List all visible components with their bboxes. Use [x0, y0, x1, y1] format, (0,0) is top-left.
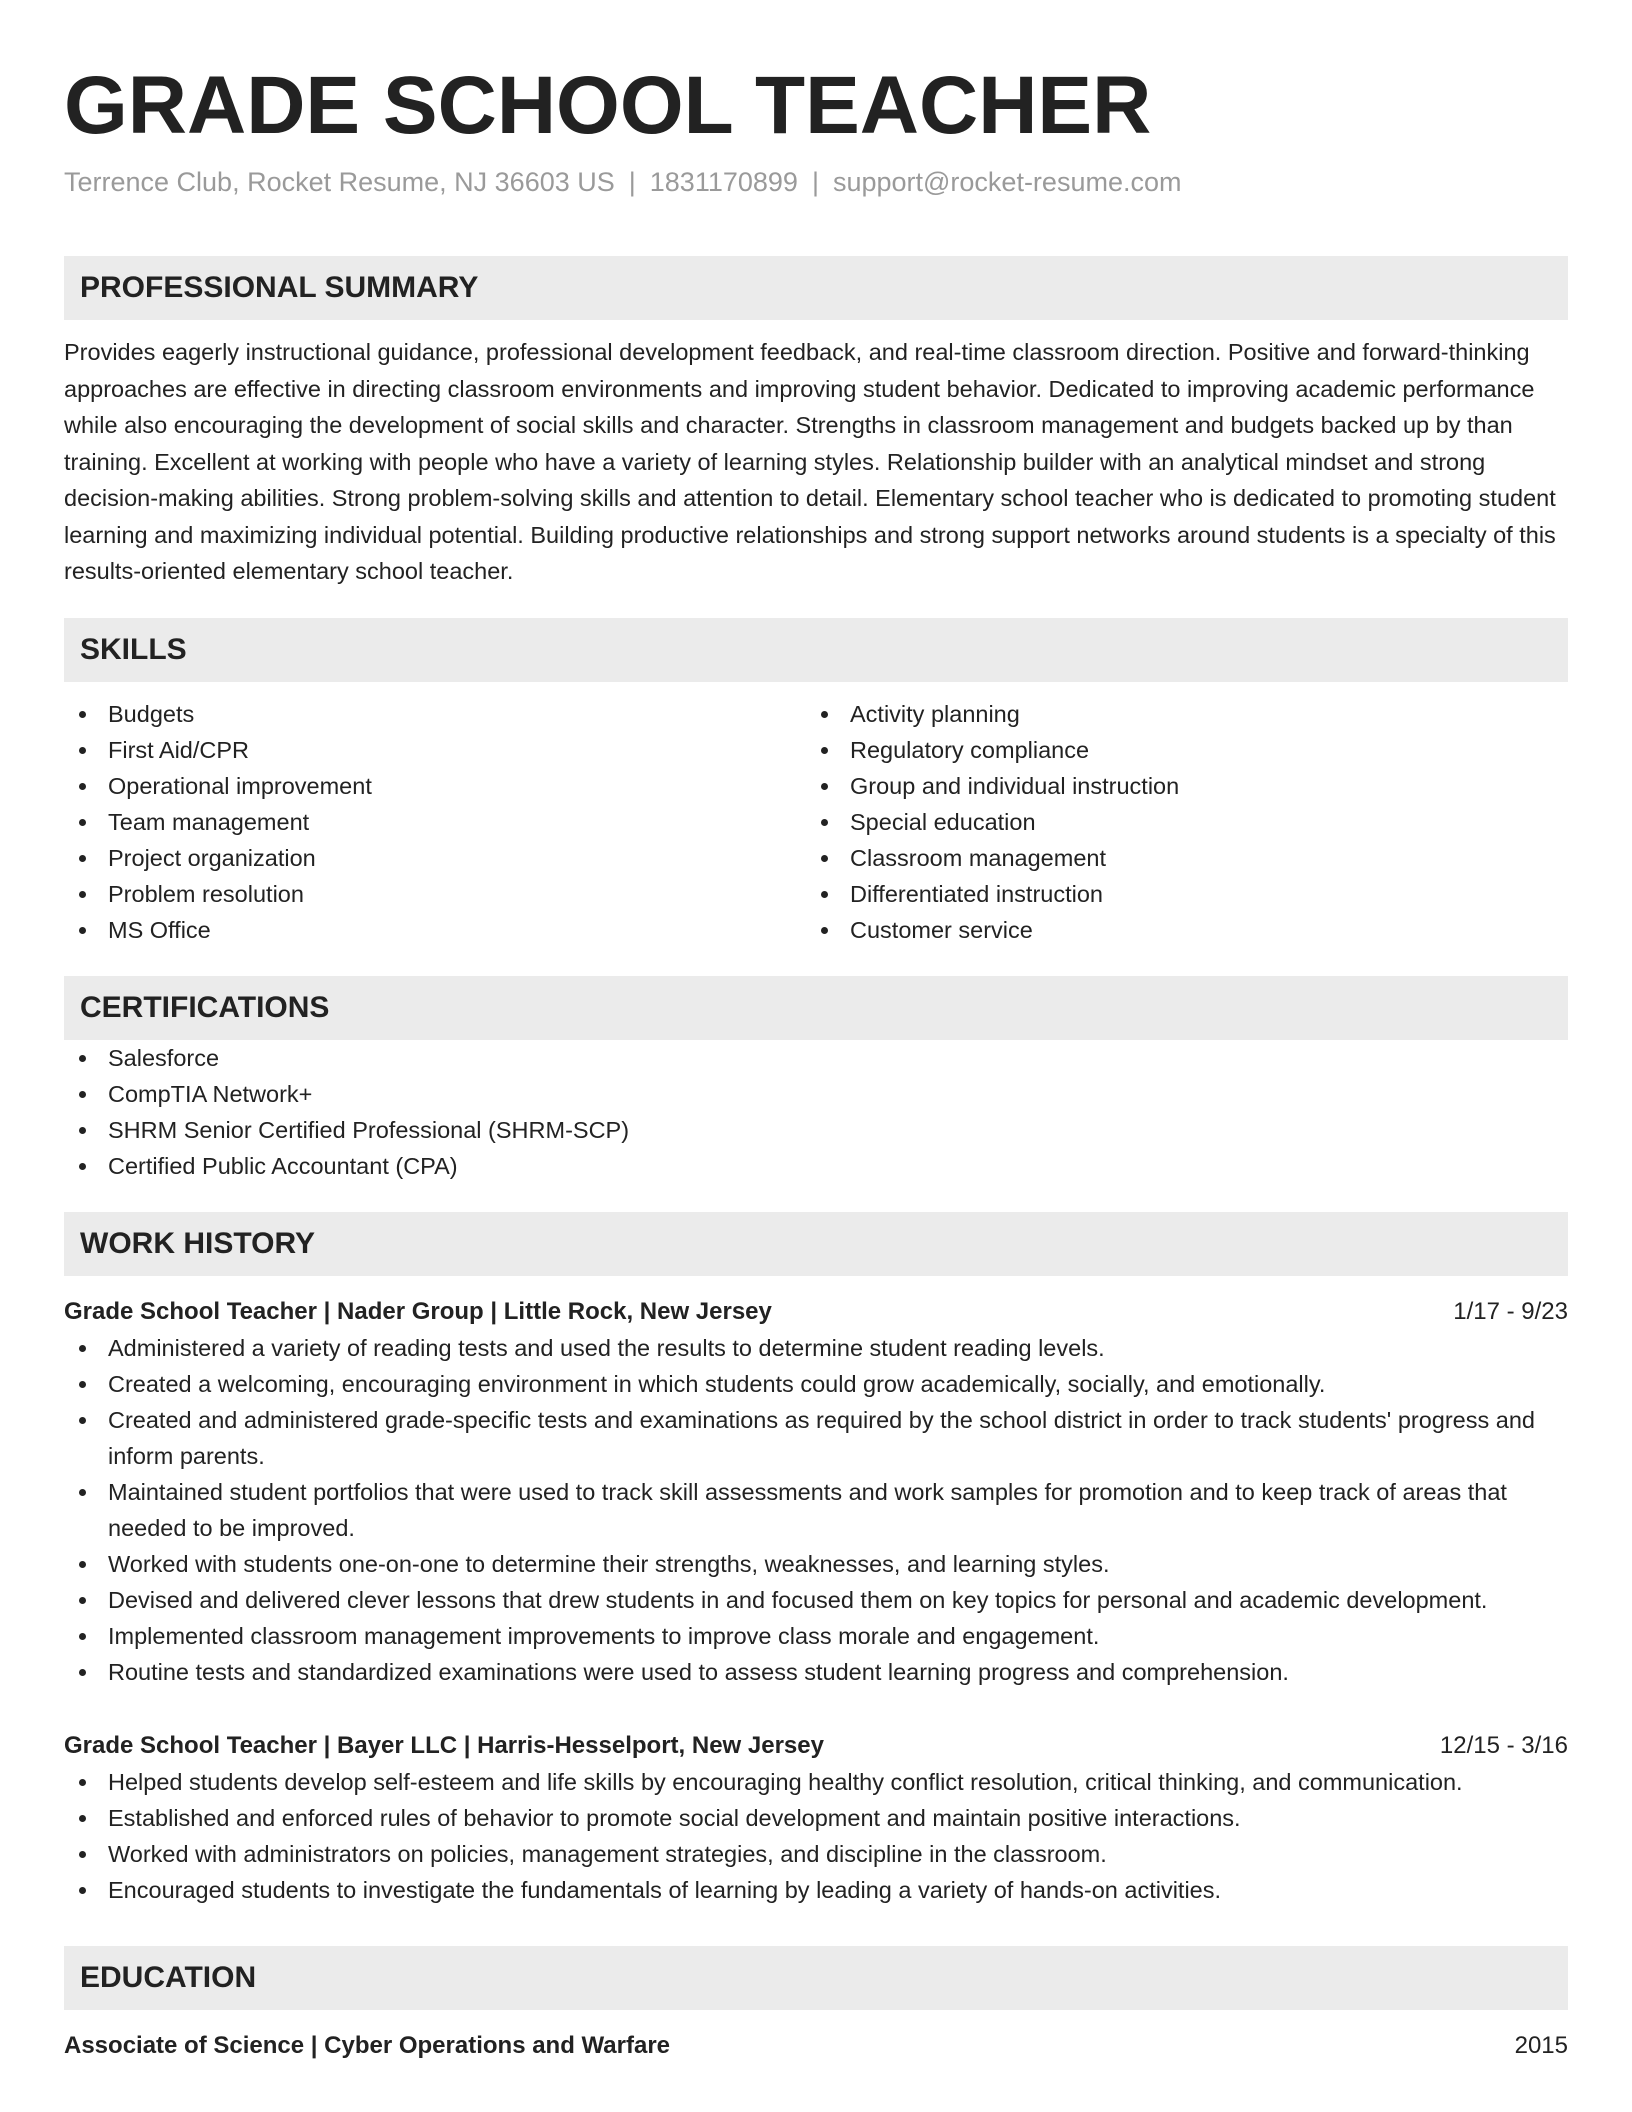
certification-item: CompTIA Network+	[64, 1076, 1568, 1112]
job-bullet: Maintained student portfolios that were used to track skill assessments and work samples for promotion and to keep track of areas that needed to be improved.	[64, 1474, 1568, 1546]
job-entry	[64, 1728, 1568, 1908]
education-entry	[64, 2028, 1568, 2064]
skill-item: Customer service	[806, 912, 1548, 948]
skill-item: Activity planning	[806, 696, 1548, 732]
job-dates: 1/17 - 9/23	[1453, 1297, 1568, 1325]
job-title: Grade School Teacher | Nader Group | Little Rock, New Jersey	[64, 1297, 772, 1325]
job-bullet-list	[64, 1764, 1568, 1908]
skill-item: Budgets	[64, 696, 806, 732]
contact-separator: |	[628, 167, 636, 197]
skills-column-right	[806, 696, 1548, 948]
skill-item: First Aid/CPR	[64, 732, 806, 768]
certifications-list	[64, 1040, 1568, 1184]
education-section-header: EDUCATION	[64, 1946, 1568, 2010]
skills-section-header: SKILLS	[64, 618, 1568, 682]
skill-item: Regulatory compliance	[806, 732, 1548, 768]
job-bullet: Administered a variety of reading tests and used the results to determine student reading levels.	[64, 1330, 1568, 1366]
job-bullet: Implemented classroom management improvements to improve class morale and engagement.	[64, 1618, 1568, 1654]
job-entry	[64, 1294, 1568, 1690]
summary-section-header: PROFESSIONAL SUMMARY	[64, 256, 1568, 320]
job-bullet: Encouraged students to investigate the fundamentals of learning by leading a variety of hands-on activities.	[64, 1872, 1568, 1908]
job-bullet: Created a welcoming, encouraging environment in which students could grow academically, socially, and emotionally.	[64, 1366, 1568, 1402]
job-bullet: Worked with administrators on policies, management strategies, and discipline in the classroom.	[64, 1836, 1568, 1872]
job-header	[64, 1728, 1568, 1764]
certifications-section-header: CERTIFICATIONS	[64, 976, 1568, 1040]
certification-item: SHRM Senior Certified Professional (SHRM-SCP)	[64, 1112, 1568, 1148]
job-bullet: Routine tests and standardized examinations were used to assess student learning progress and comprehension.	[64, 1654, 1568, 1690]
job-bullet: Established and enforced rules of behavior to promote social development and maintain positive interactions.	[64, 1800, 1568, 1836]
job-dates: 12/15 - 3/16	[1439, 1731, 1568, 1759]
contact-line	[64, 162, 1568, 202]
job-bullet: Helped students develop self-esteem and life skills by encouraging healthy conflict resolution, critical thinking, and communication.	[64, 1764, 1568, 1800]
contact-email: support@rocket-resume.com	[832, 167, 1182, 197]
work-history-section-header: WORK HISTORY	[64, 1212, 1568, 1276]
skill-item: Project organization	[64, 840, 806, 876]
skill-item: Special education	[806, 804, 1548, 840]
skill-item: Problem resolution	[64, 876, 806, 912]
certification-item: Salesforce	[64, 1040, 1568, 1076]
skill-item: Classroom management	[806, 840, 1548, 876]
job-title: Grade School Teacher | Bayer LLC | Harris-Hesselport, New Jersey	[64, 1731, 824, 1759]
contact-separator: |	[811, 167, 819, 197]
education-degree: Associate of Science | Cyber Operations and Warfare	[64, 2031, 671, 2059]
job-bullet-list	[64, 1330, 1568, 1690]
education-year: 2015	[1514, 2031, 1568, 2059]
resume-name: GRADE SCHOOL TEACHER	[64, 60, 1152, 151]
resume-page	[64, 56, 1568, 2064]
skills-list	[64, 696, 1568, 948]
job-bullet: Devised and delivered clever lessons that drew students in and focused them on key topics for personal and academic development.	[64, 1582, 1568, 1618]
skill-item: Operational improvement	[64, 768, 806, 804]
job-bullet: Created and administered grade-specific tests and examinations as required by the school district in order to track students' progress and inform parents.	[64, 1402, 1568, 1474]
summary-text: Provides eagerly instructional guidance, professional development feedback, and real-time classroom direction. Positive and forward-thinking approaches are effective in directing classroom environments and improving student behavior. Dedicated to improving academic performance while also encouraging the development of social skills and character. Strengths in classroom management and budgets backed up by than training. Excellent at working with people who have a variety of learning styles. Relationship builder with an analytical mindset and strong decision-making abilities. Strong problem-solving skills and attention to detail. Elementary school teacher who is dedicated to promoting student learning and maximizing individual potential. Building productive relationships and strong support networks around students is a specialty of this results-oriented elementary school teacher.	[64, 339, 1556, 584]
job-header	[64, 1294, 1568, 1330]
skill-item: Team management	[64, 804, 806, 840]
skill-item: MS Office	[64, 912, 806, 948]
job-bullet: Worked with students one-on-one to determine their strengths, weaknesses, and learning styles.	[64, 1546, 1568, 1582]
contact-phone: 1831170899	[649, 167, 798, 197]
certification-item: Certified Public Accountant (CPA)	[64, 1148, 1568, 1184]
skill-item: Differentiated instruction	[806, 876, 1548, 912]
skills-column-left	[64, 696, 806, 948]
contact-address: Terrence Club, Rocket Resume, NJ 36603 US	[64, 167, 615, 197]
skill-item: Group and individual instruction	[806, 768, 1548, 804]
